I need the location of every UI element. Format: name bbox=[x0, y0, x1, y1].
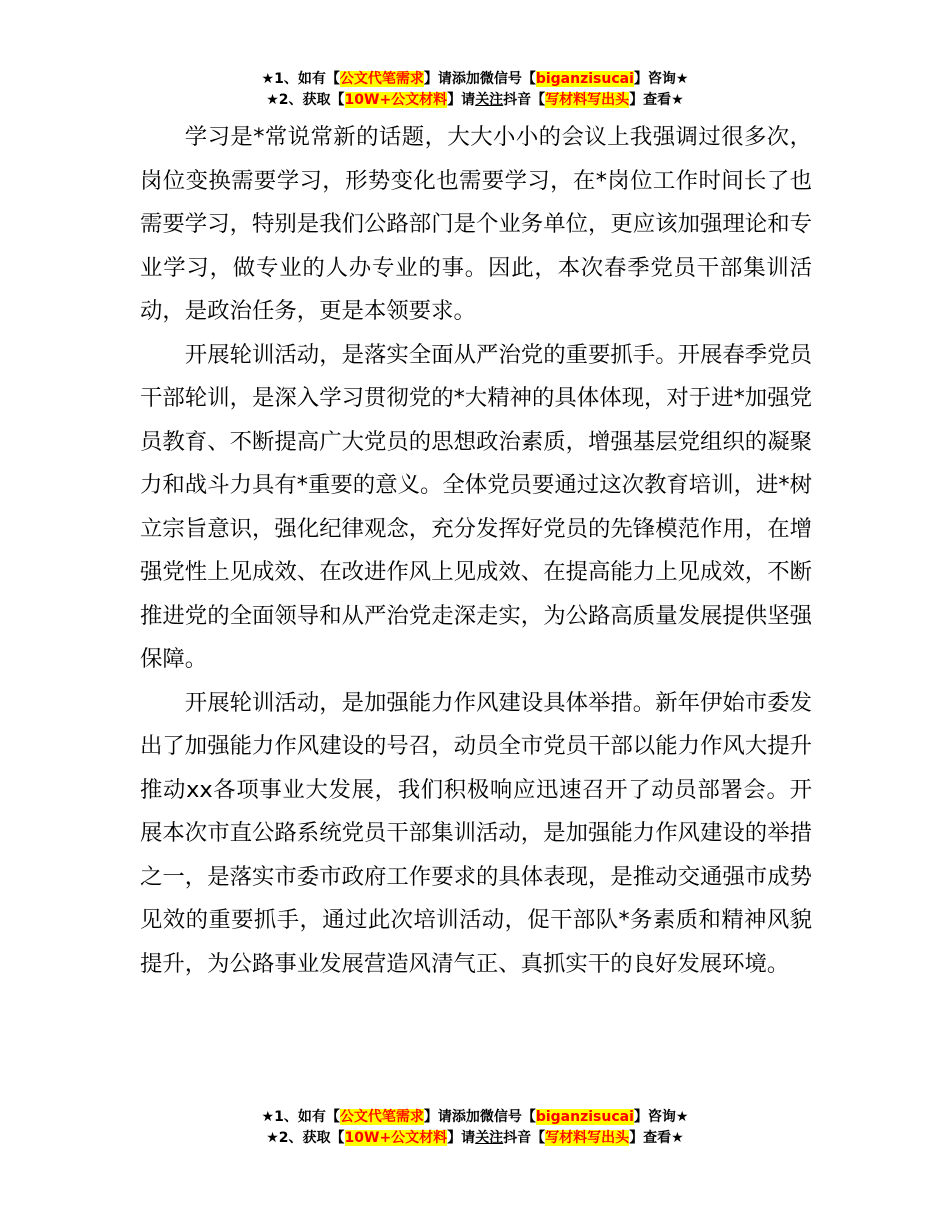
ad-highlight-service: 公文代笔需求 bbox=[339, 1109, 424, 1125]
ad-text: ★2、获取【 bbox=[266, 1130, 345, 1146]
document-body bbox=[140, 116, 812, 986]
footer-ad-banner bbox=[0, 1107, 950, 1149]
footer-ad-line-2 bbox=[0, 1128, 950, 1149]
ad-text: 】请添加微信号【 bbox=[423, 1109, 536, 1125]
ad-highlight-materials: 10W+公文材料 bbox=[344, 92, 448, 108]
header-ad-line-1 bbox=[0, 69, 950, 90]
ad-highlight-service: 公文代笔需求 bbox=[339, 71, 424, 87]
body-paragraph-2: 开展轮训活动，是落实全面从严治党的重要抓手。开展春季党员干部轮训，是深入学习贯彻党的*大精神的具体体现，对于进*加强党员教育、不断提高广大党员的思想政治素质，增强基层党组织的凝聚力和战斗力具有*重要的意义。全体党员要通过这次教育培训，进*树立宗旨意识，强化纪律观念，充分发挥好党员的先锋模范作用，在增强党性上见成效、在改进作风上见成效、在提高能力上见成效，不断推进党的全面领导和从严治党走深走实，为公路高质量发展提供坚强保障。 bbox=[140, 341, 812, 672]
header-ad-banner bbox=[0, 69, 950, 111]
ad-text: 】咨询★ bbox=[633, 1109, 689, 1125]
ad-highlight-douyin-account: 写材料写出头 bbox=[545, 92, 630, 108]
ad-text: 】咨询★ bbox=[633, 71, 689, 87]
ad-highlight-materials: 10W+公文材料 bbox=[344, 1130, 448, 1146]
ad-text: 抖音【 bbox=[503, 1130, 546, 1146]
ad-highlight-douyin-account: 写材料写出头 bbox=[545, 1130, 630, 1146]
header-ad-line-2 bbox=[0, 90, 950, 111]
footer-ad-line-1 bbox=[0, 1107, 950, 1128]
body-paragraph-3: 开展轮训活动，是加强能力作风建设具体举措。新年伊始市委发出了加强能力作风建设的号召，动员全市党员干部以能力作风大提升推动xx各项事业大发展，我们积极响应迅速召开了动员部署会。开展本次市直公路系统党员干部集训活动，是加强能力作风建设的举措之一，是落实市委市政府工作要求的具体表现，是推动交通强市成势见效的重要抓手，通过此次培训活动，促干部队*务素质和精神风貌提升，为公路事业发展营造风清气正、真抓实干的良好发展环境。 bbox=[140, 689, 812, 977]
ad-text: 】请添加微信号【 bbox=[423, 71, 536, 87]
ad-highlight-wechat-id: biganzisucai bbox=[535, 71, 634, 87]
ad-text: ★2、获取【 bbox=[266, 92, 345, 108]
ad-text: ★1、如有【 bbox=[261, 1109, 340, 1125]
ad-underlined-follow: 关注 bbox=[475, 92, 504, 108]
body-paragraph-1: 学习是*常说常新的话题，大大小小的会议上我强调过很多次，岗位变换需要学习，形势变化也需要学习，在*岗位工作时间长了也需要学习，特别是我们公路部门是个业务单位，更应该加强理论和专业学习，做专业的人办专业的事。因此，本次春季党员干部集训活动，是政治任务，更是本领要求。 bbox=[140, 124, 812, 324]
ad-text: 】请 bbox=[447, 92, 476, 108]
ad-underlined-follow: 关注 bbox=[475, 1130, 504, 1146]
ad-text: 】查看★ bbox=[629, 1130, 684, 1146]
ad-text: 】查看★ bbox=[629, 92, 684, 108]
ad-highlight-wechat-id: biganzisucai bbox=[535, 1109, 634, 1125]
ad-text: ★1、如有【 bbox=[261, 71, 340, 87]
ad-text: 】请 bbox=[447, 1130, 476, 1146]
ad-text: 抖音【 bbox=[503, 92, 546, 108]
